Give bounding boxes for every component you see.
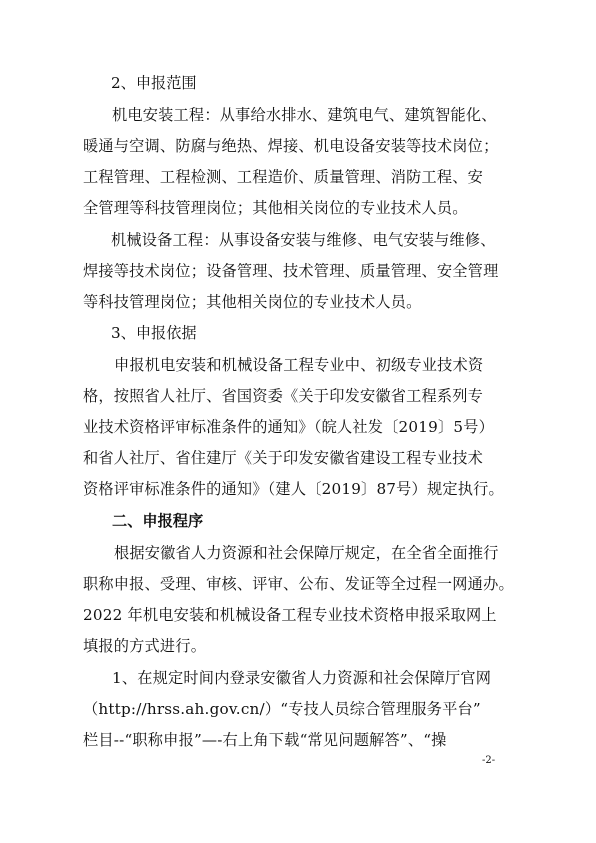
basis-line-3: 业技术资格评审标准条件的通知》（皖人社发〔2019〕5号） (83, 418, 495, 436)
basis-line-4: 和省人社厅、省住建厅《关于印发安徽省建设工程专业技术 (83, 449, 484, 467)
scope-heading: 2、申报范围 (111, 74, 197, 92)
scope-mech-install-line-3: 工程管理、工程检测、工程造价、质量管理、消防工程、安 (83, 168, 484, 186)
procedure-intro-line-1: 根据安徽省人力资源和社会保障厅规定，在全省全面推行 (114, 544, 499, 562)
procedure-step1-line-1: 1、在规定时间内登录安徽省人力资源和社会保障厅官网 (112, 669, 492, 687)
scope-mech-install-line-2: 暖通与空调、防腐与绝热、焊接、机电设备安装等技术岗位； (83, 137, 499, 155)
page-number: -2- (482, 755, 496, 766)
scope-mech-install-line-4: 全管理等科技管理岗位；其他相关岗位的专业技术人员。 (83, 199, 468, 217)
basis-heading: 3、申报依据 (111, 324, 197, 342)
scope-mech-install-line-1: 机电安装工程：从事给水排水、建筑电气、建筑智能化、 (112, 106, 497, 124)
procedure-step1-line-3: 栏目--“职称申报”—-右上角下载“常见问题解答”、“操 (83, 731, 447, 749)
scope-mech-equip-line-2: 焊接等技术岗位；设备管理、技术管理、质量管理、安全管理 (83, 262, 499, 280)
procedure-step1-line-2: （http://hrss.ah.gov.cn/）“专技人员综合管理服务平台” (83, 700, 481, 718)
procedure-heading: 二、申报程序 (112, 512, 204, 530)
basis-line-2: 格，按照省人社厅、省国资委《关于印发安徽省工程系列专 (83, 387, 484, 405)
procedure-intro-line-3: 2022 年机电安装和机械设备工程专业技术资格申报采取网上 (83, 606, 497, 624)
scope-mech-equip-line-1: 机械设备工程：从事设备安装与维修、电气安装与维修、 (111, 231, 496, 249)
basis-line-1: 申报机电安装和机械设备工程专业中、初级专业技术资 (114, 356, 484, 374)
scope-mech-equip-line-3: 等科技管理岗位；其他相关岗位的专业技术人员。 (83, 293, 422, 311)
procedure-intro-line-4: 填报的方式进行。 (83, 637, 207, 655)
procedure-intro-line-2: 职称申报、受理、审核、评审、公布、发证等全过程一网通办。 (83, 575, 514, 593)
basis-line-5: 资格评审标准条件的通知》（建人〔2019〕87号）规定执行。 (83, 480, 504, 498)
